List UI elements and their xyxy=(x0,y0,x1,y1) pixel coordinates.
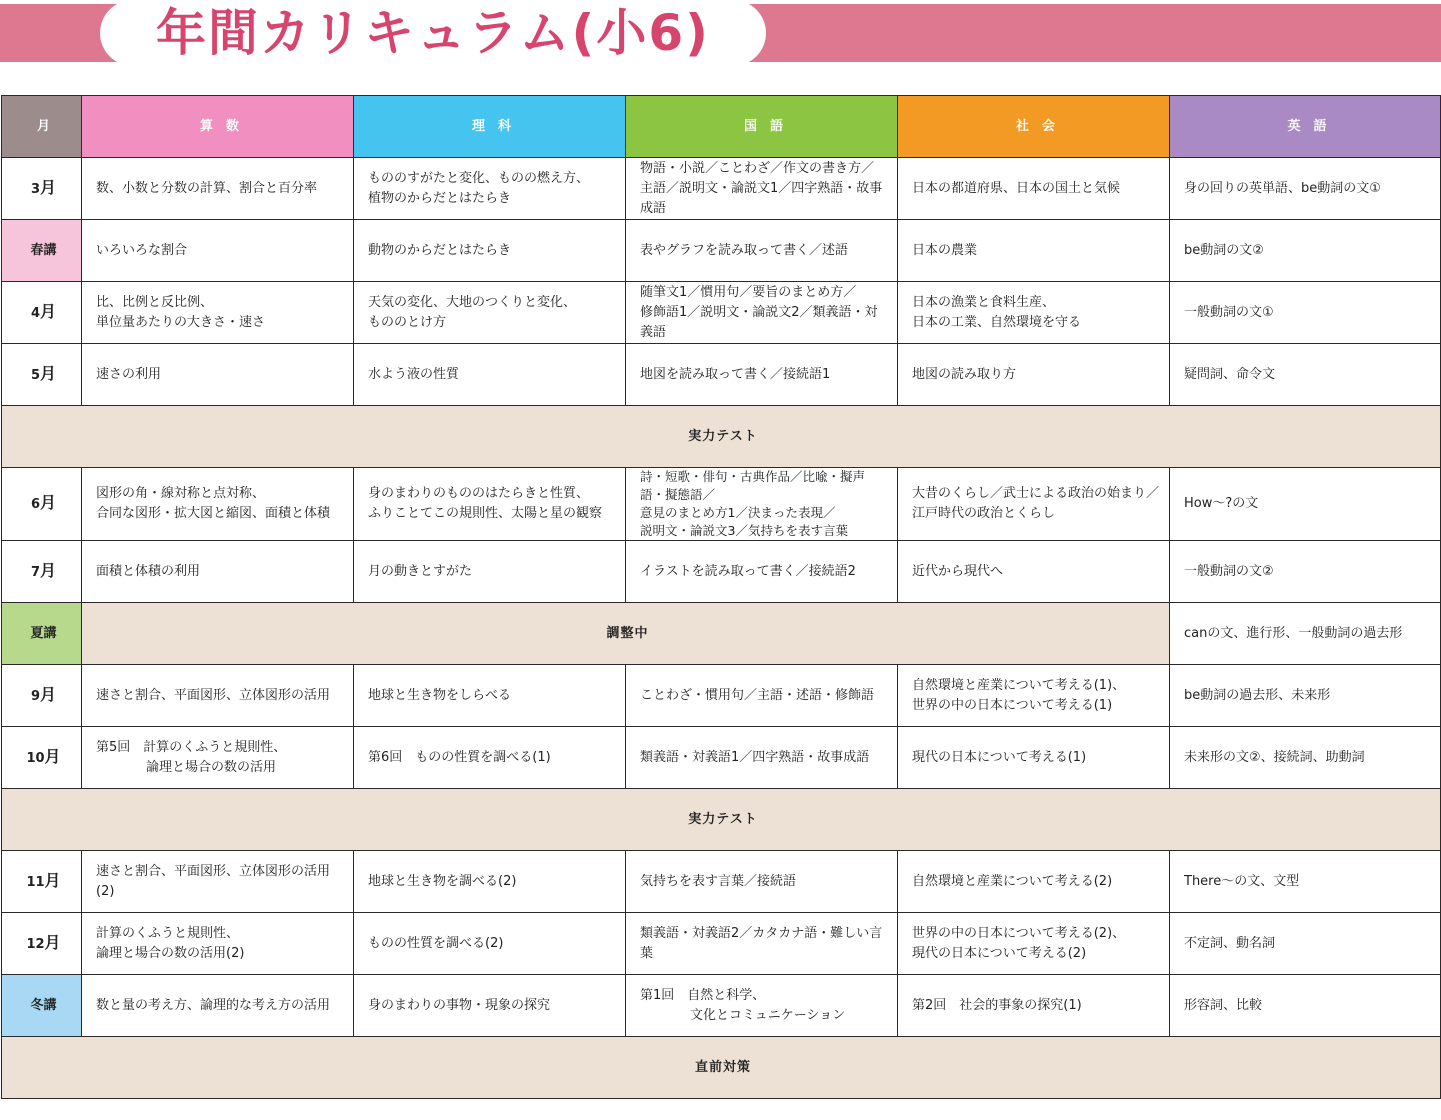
month-cell xyxy=(2,727,82,789)
band-achievement-test: 実力テスト xyxy=(2,406,1441,468)
cell-japanese: イラストを読み取って書く／接続語2 xyxy=(626,541,898,603)
header-math: 算 数 xyxy=(82,96,354,158)
session-label: 春講 xyxy=(2,220,82,282)
header-japanese: 国 語 xyxy=(626,96,898,158)
month-unit: 月 xyxy=(44,746,61,766)
month-unit: 月 xyxy=(40,493,57,512)
cell-japanese: 気持ちを表す言葉／接続語 xyxy=(626,851,898,913)
month-number: 9 xyxy=(30,688,41,704)
row-summer-session xyxy=(2,603,1441,665)
month-number: 4 xyxy=(30,305,41,321)
cell-japanese: 類義語・対義語1／四字熟語・故事成語 xyxy=(626,727,898,789)
month-unit: 月 xyxy=(40,560,57,580)
month-number: 6 xyxy=(30,497,41,512)
cell-science: 地球と生き物をしらべる xyxy=(354,665,626,727)
cell-english: be動詞の文② xyxy=(1170,220,1441,282)
header-row xyxy=(2,96,1441,158)
month-unit: 月 xyxy=(40,301,57,321)
cell-science: 身のまわりのもののはたらきと性質、 ふりことてこの規則性、太陽と星の観察 xyxy=(354,468,626,541)
row-spring-session xyxy=(2,220,1441,282)
cell-english: 形容詞、比較 xyxy=(1170,975,1441,1037)
month-unit: 月 xyxy=(40,177,57,197)
header-social: 社 会 xyxy=(898,96,1170,158)
cell-english: There～の文、文型 xyxy=(1170,851,1441,913)
row-march xyxy=(2,158,1441,220)
month-unit: 月 xyxy=(44,870,61,890)
cell-social: 日本の都道府県、日本の国土と気候 xyxy=(898,158,1170,220)
cell-science: 第6回 ものの性質を調べる(1) xyxy=(354,727,626,789)
month-unit: 月 xyxy=(40,363,57,383)
cell-english: 疑問詞、命令文 xyxy=(1170,344,1441,406)
cell-social: 近代から現代へ xyxy=(898,541,1170,603)
row-winter-session xyxy=(2,975,1441,1037)
cell-math: 速さの利用 xyxy=(82,344,354,406)
row-april xyxy=(2,282,1441,344)
row-september xyxy=(2,665,1441,727)
cell-math: 面積と体積の利用 xyxy=(82,541,354,603)
row-final-band xyxy=(2,1037,1441,1099)
month-cell xyxy=(2,282,82,344)
cell-science: 地球と生き物を調べる(2) xyxy=(354,851,626,913)
row-june xyxy=(2,468,1441,541)
month-number: 7 xyxy=(30,564,41,580)
month-unit: 月 xyxy=(40,684,57,704)
cell-japanese: 随筆文1／慣用句／要旨のまとめ方／ 修飾語1／説明文・論説文2／類義語・対義語 xyxy=(626,282,898,344)
row-july xyxy=(2,541,1441,603)
cell-english: be動詞の過去形、未来形 xyxy=(1170,665,1441,727)
cell-social: 自然環境と産業について考える(1)、 世界の中の日本について考える(1) xyxy=(898,665,1170,727)
cell-social: 現代の日本について考える(1) xyxy=(898,727,1170,789)
cell-science: 月の動きとすがた xyxy=(354,541,626,603)
cell-science: 動物のからだとはたらき xyxy=(354,220,626,282)
cell-math: 速さと割合、平面図形、立体図形の活用 xyxy=(82,665,354,727)
cell-science: もののすがたと変化、ものの燃え方、 植物のからだとはたらき xyxy=(354,158,626,220)
band-final-preparation: 直前対策 xyxy=(2,1037,1441,1099)
month-cell xyxy=(2,541,82,603)
cell-social: 自然環境と産業について考える(2) xyxy=(898,851,1170,913)
cell-science: ものの性質を調べる(2) xyxy=(354,913,626,975)
header-month: 月 xyxy=(2,96,82,158)
month-cell xyxy=(2,158,82,220)
header-english: 英 語 xyxy=(1170,96,1441,158)
row-test-band xyxy=(2,789,1441,851)
cell-japanese: ことわざ・慣用句／主語・述語・修飾語 xyxy=(626,665,898,727)
cell-social: 大昔のくらし／武士による政治の始まり／ 江戸時代の政治とくらし xyxy=(898,468,1170,541)
session-label: 冬講 xyxy=(2,975,82,1037)
cell-english: canの文、進行形、一般動詞の過去形 xyxy=(1170,603,1441,665)
cell-english: 未来形の文②、接続詞、助動詞 xyxy=(1170,727,1441,789)
cell-social: 日本の農業 xyxy=(898,220,1170,282)
cell-english: 一般動詞の文① xyxy=(1170,282,1441,344)
cell-japanese: 表やグラフを読み取って書く／述語 xyxy=(626,220,898,282)
page-title: 年間カリキュラム(小6) xyxy=(156,4,710,62)
cell-math: 第5回 計算のくふうと規則性、 論理と場合の数の活用 xyxy=(82,727,354,789)
cell-social: 世界の中の日本について考える(2)、 現代の日本について考える(2) xyxy=(898,913,1170,975)
cell-math: 比、比例と反比例、 単位量あたりの大きさ・速さ xyxy=(82,282,354,344)
cell-math: 数、小数と分数の計算、割合と百分率 xyxy=(82,158,354,220)
month-number: 11 xyxy=(26,874,45,890)
header-science: 理 科 xyxy=(354,96,626,158)
cell-english: 身の回りの英単語、be動詞の文① xyxy=(1170,158,1441,220)
band-adjusting: 調整中 xyxy=(82,603,1170,665)
month-number: 12 xyxy=(26,936,45,952)
row-test-band xyxy=(2,406,1441,468)
cell-social: 日本の漁業と食料生産、 日本の工業、自然環境を守る xyxy=(898,282,1170,344)
month-unit: 月 xyxy=(44,932,61,952)
row-may xyxy=(2,344,1441,406)
month-cell xyxy=(2,665,82,727)
month-cell xyxy=(2,851,82,913)
curriculum-table xyxy=(1,95,1441,1099)
cell-japanese: 物語・小説／ことわざ／作文の書き方／ 主語／説明文・論説文1／四字熟語・故事成語 xyxy=(626,158,898,220)
month-cell xyxy=(2,468,82,541)
cell-japanese: 地図を読み取って書く／接続語1 xyxy=(626,344,898,406)
month-cell xyxy=(2,913,82,975)
cell-social: 地図の読み取り方 xyxy=(898,344,1170,406)
cell-math: 数と量の考え方、論理的な考え方の活用 xyxy=(82,975,354,1037)
month-cell xyxy=(2,344,82,406)
month-number: 10 xyxy=(26,750,45,766)
session-label: 夏講 xyxy=(2,603,82,665)
row-december xyxy=(2,913,1441,975)
month-number: 3 xyxy=(30,181,41,197)
row-october xyxy=(2,727,1441,789)
cell-japanese: 詩・短歌・俳句・古典作品／比喩・擬声語・擬態語／ 意見のまとめ方1／決まった表現／ 説明文・論説文3／気持ちを表す言葉 xyxy=(626,468,898,541)
cell-english: 不定詞、動名詞 xyxy=(1170,913,1441,975)
cell-social: 第2回 社会的事象の探究(1) xyxy=(898,975,1170,1037)
cell-math: 速さと割合、平面図形、立体図形の活用(2) xyxy=(82,851,354,913)
cell-science: 天気の変化、大地のつくりと変化、 もののとけ方 xyxy=(354,282,626,344)
cell-english: How～?の文 xyxy=(1170,468,1441,541)
cell-science: 身のまわりの事物・現象の探究 xyxy=(354,975,626,1037)
cell-math: 計算のくふうと規則性、 論理と場合の数の活用(2) xyxy=(82,913,354,975)
cell-english: 一般動詞の文② xyxy=(1170,541,1441,603)
month-number: 5 xyxy=(30,367,41,383)
row-november xyxy=(2,851,1441,913)
cell-math: いろいろな割合 xyxy=(82,220,354,282)
cell-math: 図形の角・線対称と点対称、 合同な図形・拡大図と縮図、面積と体積 xyxy=(82,468,354,541)
cell-japanese: 第1回 自然と科学、 文化とコミュニケーション xyxy=(626,975,898,1037)
cell-science: 水よう液の性質 xyxy=(354,344,626,406)
band-achievement-test: 実力テスト xyxy=(2,789,1441,851)
cell-japanese: 類義語・対義語2／カタカナ語・難しい言葉 xyxy=(626,913,898,975)
